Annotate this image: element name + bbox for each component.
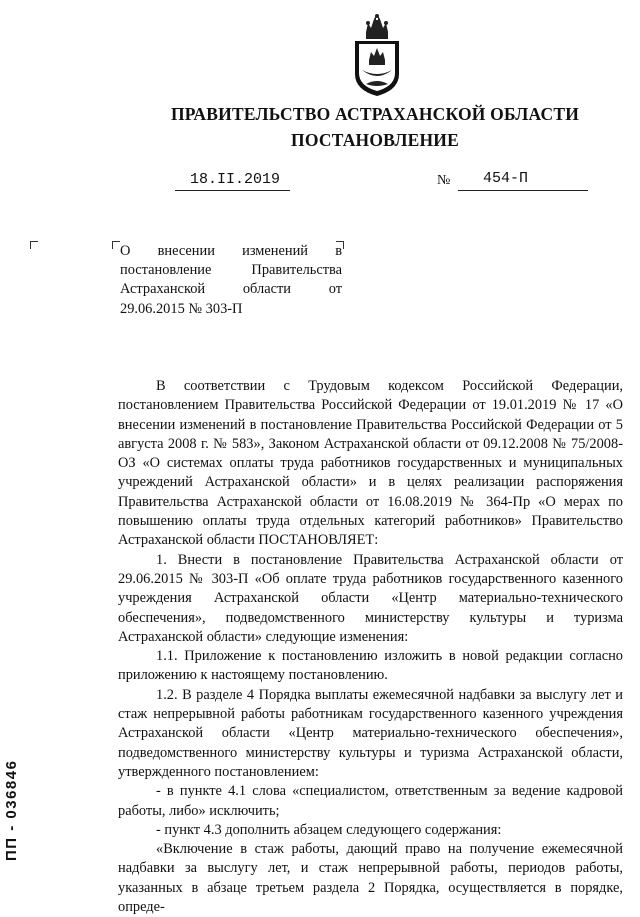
paragraph: - в пункте 4.1 слова «специалистом, ответственным за ведение кадровой работы, либо» исключить; xyxy=(118,783,623,819)
paragraph: - пункт 4.3 дополнить абзацем следующего содержания: xyxy=(156,821,502,838)
document-number: 454-П xyxy=(483,170,529,187)
corner-mark xyxy=(30,241,38,249)
corner-mark xyxy=(112,241,120,249)
date-underline xyxy=(175,190,290,191)
document-subject: О внесении изменений в постановление Правительства Астраханской области от 29.06.2015 № 303-П xyxy=(120,243,342,317)
coat-of-arms-icon xyxy=(351,14,403,98)
number-underline xyxy=(458,190,588,191)
number-sign: № xyxy=(437,173,451,188)
paragraph: 1.1. Приложение к постановлению изложить в новой редакции согласно приложению к настоящему постановлению. xyxy=(118,648,623,684)
paragraph: «Включение в стаж работы, дающий право на получение ежемесячной надбавки за выслугу лет, и стаж непрерывной работы, периодов работы, указанных в абзаце третьем раздела 2 Порядка, осуществляется в порядке, опреде- xyxy=(118,841,623,916)
organization-name: ПРАВИТЕЛЬСТВО АСТРАХАНСКОЙ ОБЛАСТИ xyxy=(170,104,580,124)
paragraph: 1.2. В разделе 4 Порядка выплаты ежемесячной надбавки за выслугу лет и стаж непрерывной работы работникам государственного казенного учреждения Астраханской области «Центр материально-технического обеспечения», подведомственного министерству культуры и туризма Астраханской области, утвержденного постановлением: xyxy=(118,686,623,780)
document-type-title: ПОСТАНОВЛЕНИЕ xyxy=(291,130,459,150)
paragraph: 1. Внести в постановление Правительства Астраханской области от 29.06.2015 № 303-П «Об оплате труда работников государственного казенного учреждения Астраханской области «Центр материально-технического обеспечения», подведомственного министерству культуры и туризма Астраханской области» следующие изменения: xyxy=(118,551,623,645)
document-body xyxy=(118,377,623,917)
paragraph: В соответствии с Трудовым кодексом Российской Федерации, постановлением Правительства Российской Федерации от 19.01.2019 № 17 «О внесении изменений в постановление Правительства Российской Федерации от 5 августа 2008 г. № 583», Законом Астраханской области от 09.12.2008 № 75/2008-ОЗ «О системах оплаты труда работников государственных и муниципальных учреждений Астраханской области» и в целях реализации распоряжения Правительства Астраханской области от 16.08.2019 № 364-Пр «О мерах по повышению оплаты труда отдельных категорий работников» Правительство Астраханской области ПОСТАНОВЛЯЕТ: xyxy=(118,378,623,549)
document-date: 18.II.2019 xyxy=(190,171,281,188)
side-serial-stamp: ПП - 036846 xyxy=(3,759,20,861)
